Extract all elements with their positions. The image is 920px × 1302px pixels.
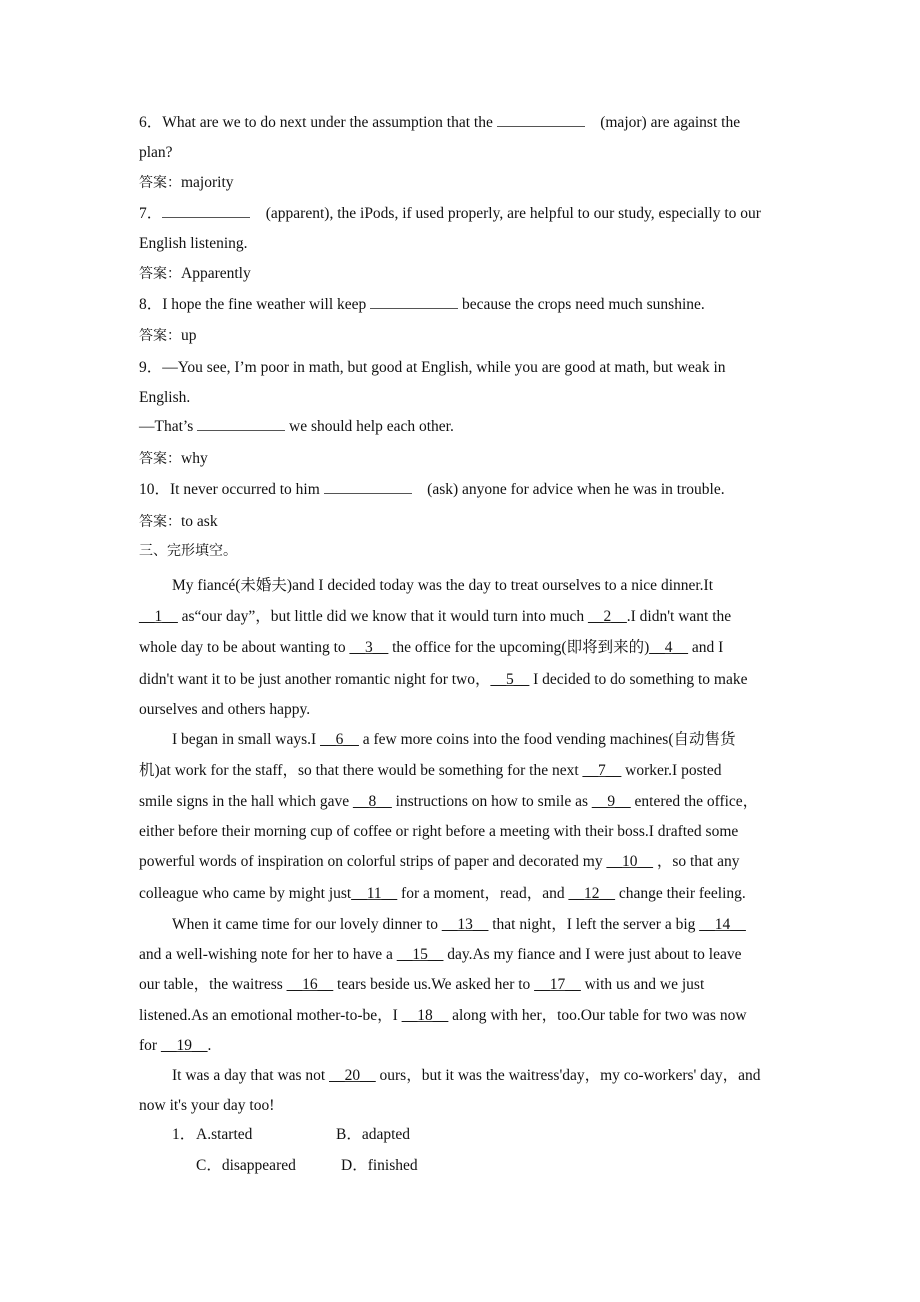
answer-blank: [197, 416, 285, 431]
question-8: 8．I hope the fine weather will keep because the crops need much sunshine.: [139, 296, 705, 313]
passage-line: When it came time for our lovely dinner to __13__ that night，I left the server a big __14__: [172, 916, 746, 933]
passage-line: smile signs in the hall which gave __8__ instructions on how to smile as __9__ entered the office，: [139, 793, 759, 810]
passage-line: colleague who came by might just__11__ for a moment，read，and __12__ change their feeling.: [139, 885, 746, 902]
option-d: D．finished: [341, 1157, 418, 1174]
question-9-cont: English.: [139, 389, 191, 406]
answer-9: 答案：why: [139, 450, 208, 467]
passage-line: 机)at work for the staff，so that there would be something for the next __7__ worker.I posted: [139, 762, 722, 779]
passage-line: our table，the waitress __16__ tears beside us.We asked her to __17__ with us and we just: [139, 976, 705, 993]
option-number: 1．: [172, 1126, 196, 1143]
passage-line: didn't want it to be just another romantic night for two，__5__ I decided to do something to make: [139, 671, 748, 688]
question-10: 10．It never occurred to him (ask) anyone for advice when he was in trouble.: [139, 481, 725, 498]
passage-line: It was a day that was not __20__ ours，but it was the waitress'day，my co-workers' day，and: [172, 1067, 761, 1084]
passage-line: either before their morning cup of coffee or right before a meeting with their boss.I drafted some: [139, 823, 739, 840]
answer-blank: [324, 479, 412, 494]
answer-10: 答案：to ask: [139, 513, 218, 530]
section-heading: 三、完形填空。: [139, 543, 237, 559]
answer-blank: [162, 203, 250, 218]
option-a: A.started: [196, 1126, 253, 1143]
option-b: B．adapted: [336, 1126, 411, 1143]
passage-line: whole day to be about wanting to __3__ the office for the upcoming(即将到来的)__4__ and I: [139, 639, 724, 656]
question-6: 6．What are we to do next under the assumption that the (major) are against the: [139, 114, 741, 131]
answer-6: 答案：majority: [139, 174, 234, 191]
passage-line: for __19__.: [139, 1037, 212, 1054]
question-7: 7． (apparent), the iPods, if used properly, are helpful to our study, especially to our: [139, 205, 761, 222]
answer-8: 答案：up: [139, 327, 197, 344]
passage-line: __1__ as“our day”，but little did we know that it would turn into much __2__.I didn't want the: [139, 608, 732, 625]
question-6-cont: plan?: [139, 144, 173, 161]
question-9-reply: —That’s we should help each other.: [139, 418, 454, 435]
passage-line: now it's your day too!: [139, 1097, 275, 1114]
answer-7: 答案：Apparently: [139, 265, 251, 282]
answer-blank: [497, 112, 585, 127]
passage-line: powerful words of inspiration on colorful strips of paper and decorated my __10__ ，so that any: [139, 853, 740, 870]
question-7-cont: English listening.: [139, 235, 248, 252]
passage-line: My fiancé(未婚夫)and I decided today was the day to treat ourselves to a nice dinner.It: [172, 577, 714, 594]
question-9: 9．—You see, I’m poor in math, but good at English, while you are good at math, but weak in: [139, 359, 726, 376]
answer-blank: [370, 294, 458, 309]
passage-line: and a well-wishing note for her to have a __15__ day.As my fiance and I were just about to leave: [139, 946, 742, 963]
passage-line: listened.As an emotional mother-to-be，I __18__ along with her，too.Our table for two was now: [139, 1007, 747, 1024]
option-c: C．disappeared: [196, 1157, 296, 1174]
passage-line: I began in small ways.I __6__ a few more coins into the food vending machines(自动售货: [172, 731, 736, 748]
passage-line: ourselves and others happy.: [139, 701, 311, 718]
